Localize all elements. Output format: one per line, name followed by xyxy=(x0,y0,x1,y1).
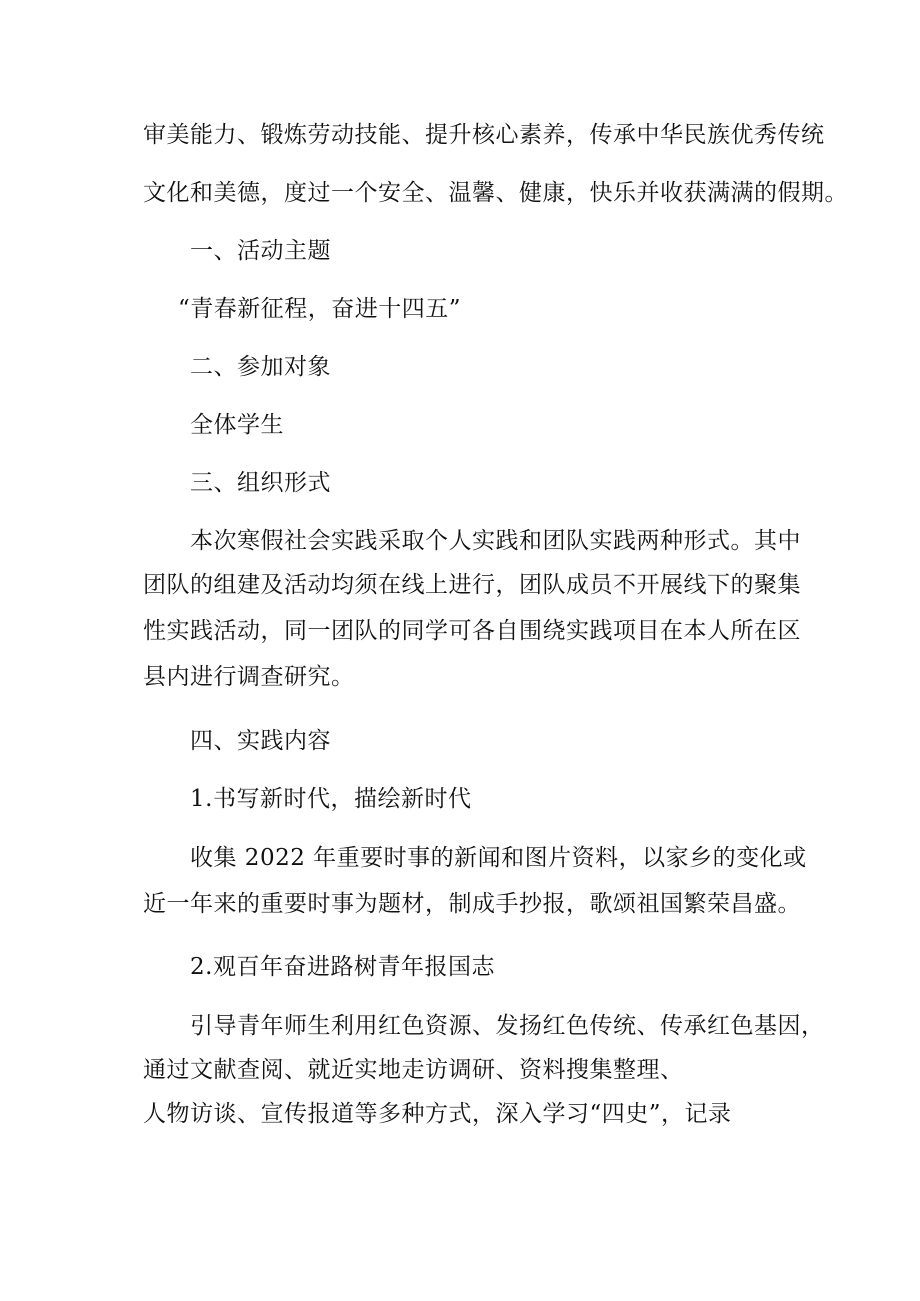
org-form-line-3: 性实践活动，同一团队的同学可各自围绕实践项目在本人所在区 xyxy=(143,618,801,644)
item-1-line-1: 收集 2022 年重要时事的新闻和图片资料，以家乡的变化或 xyxy=(190,845,807,871)
intro-line-2: 文化和美德，度过一个安全、温馨、健康，快乐并收获满满的假期。 xyxy=(143,180,848,206)
item-1-title: 1.书写新时代，描绘新时代 xyxy=(190,786,472,812)
item-2-line-1: 引导青年师生利用红色资源、发扬红色传统、传承红色基因， xyxy=(190,1013,825,1039)
org-form-line-4: 县内进行调查研究。 xyxy=(143,664,355,690)
item-2-title: 2.观百年奋进路树青年报国志 xyxy=(190,954,495,980)
section-4-heading: 四、实践内容 xyxy=(190,728,331,754)
item-2-line-2: 通过文献查阅、就近实地走访调研、资料搜集整理、 xyxy=(143,1057,684,1083)
item-2-line-3: 人物访谈、宣传报道等多种方式，深入学习“四史”，记录 xyxy=(143,1101,732,1127)
participants: 全体学生 xyxy=(190,412,284,438)
section-3-heading: 三、组织形式 xyxy=(190,470,331,496)
item-1-line-2: 近一年来的重要时事为题材，制成手抄报，歌颂祖国繁荣昌盛。 xyxy=(143,891,801,917)
intro-line-1: 审美能力、锻炼劳动技能、提升核心素养，传承中华民族优秀传统 xyxy=(143,122,825,148)
org-form-line-1: 本次寒假社会实践采取个人实践和团队实践两种形式。其中 xyxy=(190,528,801,554)
section-1-heading: 一、活动主题 xyxy=(190,238,331,264)
activity-theme: “青春新征程，奋进十四五” xyxy=(178,296,462,322)
section-2-heading: 二、参加对象 xyxy=(190,354,331,380)
org-form-line-2: 团队的组建及活动均须在线上进行，团队成员不开展线下的聚集 xyxy=(143,572,801,598)
